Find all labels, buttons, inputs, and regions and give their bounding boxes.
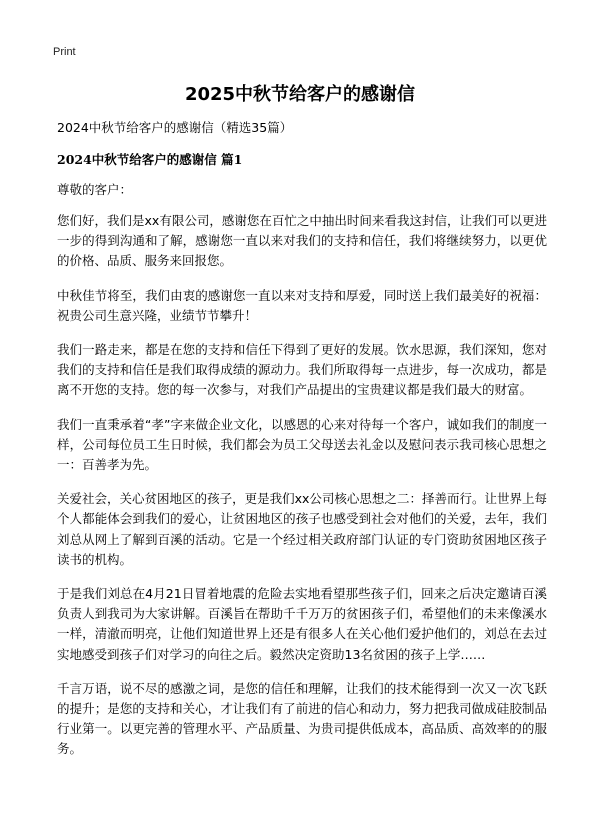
document-body [57, 119, 547, 774]
print-label: Print [53, 46, 76, 58]
section-heading: 2024中秋节给客户的感谢信 篇1 [57, 152, 243, 167]
letter-greeting: 尊敬的客户： [57, 182, 133, 197]
paragraph-2: 中秋佳节将至，我们由衷的感谢您一直以来对支持和厚爱，同时送上我们最美好的祝福：祝贵公司生意兴隆，业绩节节攀升！ [57, 287, 547, 323]
document-title: 2025中秋节给客户的感谢信 [184, 84, 416, 105]
paragraph-5: 关爱社会，关心贫困地区的孩子，更是我们xx公司核心思想之二：择善而行。让世界上每个人都能体会到我们的爱心，让贫困地区的孩子也感受到社会对他们的关爱，去年，我们刘总从网上了解到百溪的活动。它是一个经过相关政府部门认证的专门资助贫困地区孩子读书的机构。 [57, 491, 547, 567]
paragraph-1: 您们好，我们是xx有限公司，感谢您在百忙之中抽出时间来看我这封信，让我们可以更进一步的得到沟通和了解，感谢您一直以来对我们的支持和信任，我们将继续努力，以更优的价格、品质、服务来回报您。 [57, 213, 547, 269]
paragraph-7: 千言万语，说不尽的感激之词，是您的信任和理解，让我们的技术能得到一次又一次飞跃的提升；是您的支持和关心，才让我们有了前进的信心和动力，努力把我司做成硅胶制品行业第一。以更完善的管理水平、产品质量、为贵司提供低成本，高品质、高效率的的服务。 [57, 680, 547, 757]
paragraph-4: 我们一直秉承着“孝”字来做企业文化，以感恩的心来对待每一个客户，诚如我们的制度一样，公司每位员工生日时候，我们都会为员工父母送去礼金以及慰问表示我司核心思想之一：百善孝为先。 [57, 416, 547, 473]
paragraph-3: 我们一路走来，都是在您的支持和信任下得到了更好的发展。饮水思源，我们深知，您对我们的支持和信任是我们取得成绩的源动力。我们所取得每一点进步，每一次成功，都是离不开您的支持。您的每一次参与，对我们产品提出的宝贵建议都是我们最大的财富。 [57, 342, 547, 398]
document-subtitle: 2024中秋节给客户的感谢信（精选35篇） [57, 120, 293, 135]
paragraph-6: 于是我们刘总在4月21日冒着地震的危险去实地看望那些孩子们，回来之后决定邀请百溪负责人到我司为大家讲解。百溪旨在帮助千千万万的贫困孩子们，希望他们的未来像溪水一样，清澈而明亮，让他们知道世界上还是有很多人在关心他们爱护他们的，刘总在去过实地感受到孩子们对学习的向往之后。毅然决定资助13名贫困的孩子上学…… [57, 586, 547, 662]
